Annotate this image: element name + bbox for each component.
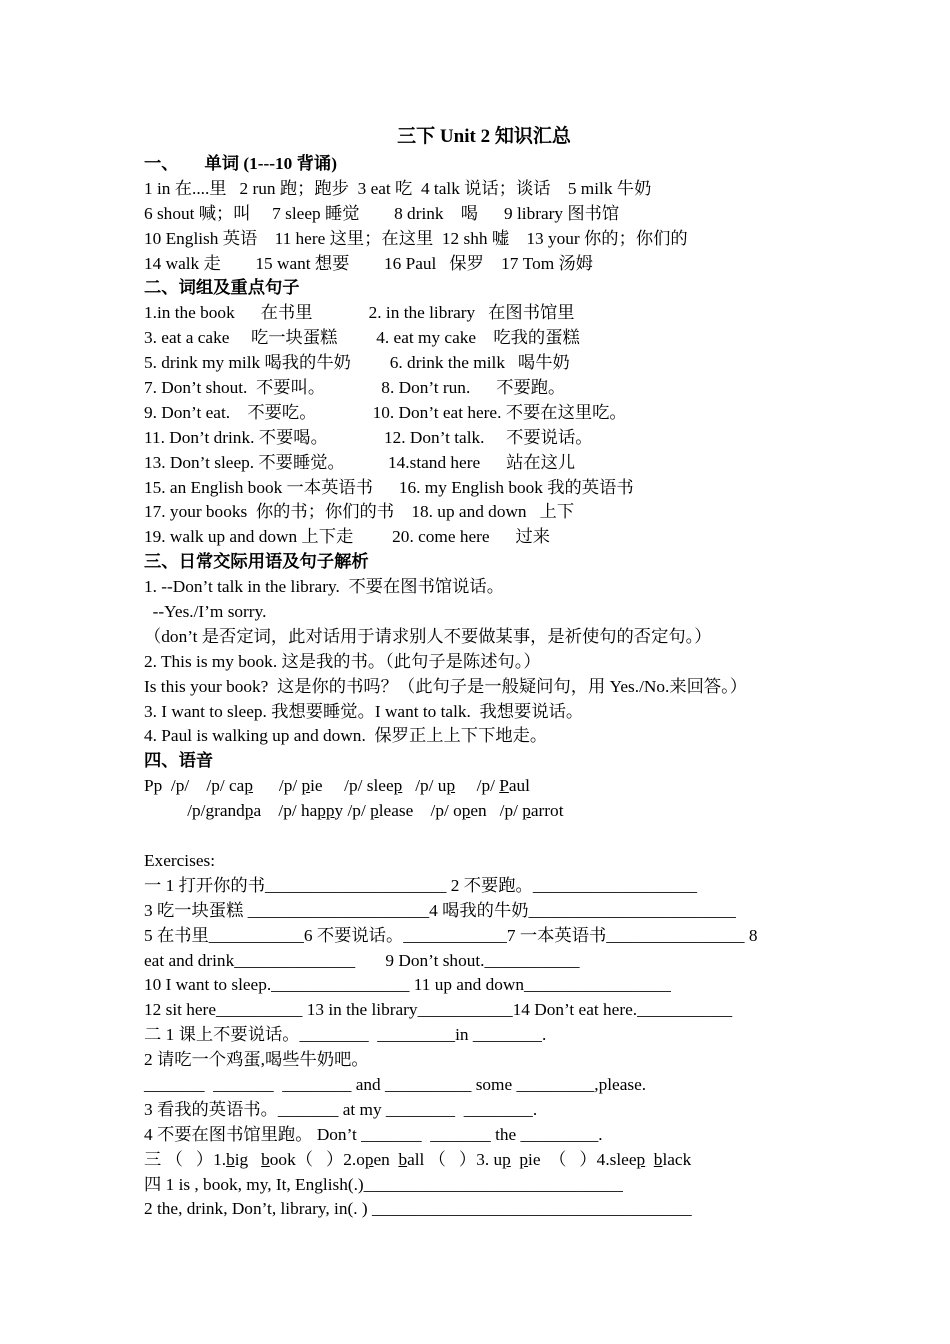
text-run: /p/ — [252, 776, 302, 796]
text-run: ie /p/ slee — [310, 776, 394, 796]
dialogue-line: 3. I want to sleep. 我想要睡觉。I want to talk. 我想要说话。 — [144, 701, 584, 721]
phrase-line: 19. walk up and down 上下走 20. come here 过来 — [144, 527, 551, 547]
underlined-letter: p — [502, 1149, 511, 1169]
underlined-letter: p — [519, 1149, 529, 1169]
underlined-letter: b — [653, 1149, 663, 1169]
underlined-letter: p — [244, 776, 253, 796]
exercise-line: 5 在书里___________6 不要说话。____________7 一本英语书________________ 8 — [144, 925, 758, 945]
text-run: lease /p/ o — [378, 801, 462, 821]
dialogue-line: 1. --Don’t talk in the library. 不要在图书馆说话。 — [144, 577, 504, 597]
text-run: lack — [662, 1149, 692, 1169]
section-heading-dialogue: 三、日常交际用语及句子解析 — [144, 552, 369, 572]
phonics-line — [144, 799, 824, 824]
underlined-letter: P — [499, 776, 509, 796]
text-run: /p/grand — [144, 801, 245, 821]
underlined-letter: b — [226, 1149, 235, 1169]
exercise-line: 3 看我的英语书。_______ at my ________ ________. — [144, 1099, 538, 1119]
underlined-letter: p — [522, 801, 531, 821]
dialogue-line: 2. This is my book. 这是我的书。（此句子是陈述句。） — [144, 651, 541, 671]
vocab-line: 10 English 英语 11 here 这里；在这里 12 shh 嘘 13 your 你的；你们的 — [144, 228, 688, 248]
underlined-letter: p — [636, 1149, 646, 1169]
phrase-line: 15. an English book 一本英语书 16. my English book 我的英语书 — [144, 477, 634, 497]
vocab-line: 14 walk 走 15 want 想要 16 Paul 保罗 17 Tom 汤姆 — [144, 253, 594, 273]
vocab-line: 1 in 在....里 2 run 跑；跑步 3 eat 吃 4 talk 说话；谈话 5 milk 牛奶 — [144, 178, 652, 198]
phrase-line: 9. Don’t eat. 不要吃。 10. Don’t eat here. 不要在这里吃。 — [144, 402, 627, 422]
phrase-line: 1.in the book 在书里 2. in the library 在图书馆里 — [144, 303, 575, 323]
exercise-line: 4 不要在图书馆里跑。 Don’t _______ _______ the _________. — [144, 1124, 603, 1144]
underlined-letter: p — [461, 801, 471, 821]
exercise-line: 12 sit here__________ 13 in the library___________14 Don’t eat here.___________ — [144, 1000, 733, 1020]
phrase-line: 13. Don’t sleep. 不要睡觉。 14.stand here 站在这儿 — [144, 452, 576, 472]
section-heading-phonics: 四、语音 — [144, 751, 214, 771]
text-run: y /p/ — [334, 801, 371, 821]
exercise-line: 四 1 is , book, my, It, English(.)______________________________ — [144, 1174, 623, 1194]
text-run: aul — [508, 776, 530, 796]
text-run: all （ ）3. u — [407, 1149, 503, 1169]
section-heading-vocabulary: 一、 单词 (1---10 背诵) — [144, 154, 337, 173]
text-run: ie （ ）4.slee — [528, 1149, 637, 1169]
text-run: a /p/ ha — [253, 801, 318, 821]
page-title: 三下 Unit 2 知识汇总 — [397, 126, 571, 147]
exercise-line: 2 请吃一个鸡蛋,喝些牛奶吧。 — [144, 1050, 369, 1070]
text-run: ig — [234, 1149, 262, 1169]
exercise-line: eat and drink______________ 9 Don’t shout.___________ — [144, 950, 580, 970]
dialogue-line: 4. Paul is walking up and down. 保罗正上上下下地走。 — [144, 726, 548, 746]
exercises-title: Exercises: — [144, 850, 216, 870]
underlined-letter: p — [244, 801, 254, 821]
phrase-line: 7. Don’t shout. 不要叫。 8. Don’t run. 不要跑。 — [144, 378, 566, 398]
phrase-line: 3. eat a cake 吃一块蛋糕 4. eat my cake 吃我的蛋糕 — [144, 328, 580, 348]
section-heading-phrases: 二、词组及重点句子 — [144, 278, 300, 298]
underlined-letter: b — [261, 1149, 270, 1169]
text-run: 三 （ ）1. — [144, 1149, 227, 1169]
text-run: en /p/ — [470, 801, 523, 821]
underlined-letter: p — [370, 801, 379, 821]
underlined-letter: b — [398, 1149, 408, 1169]
exercise-line: 2 the, drink, Don’t, library, in(. ) _____________________________________ — [144, 1199, 692, 1219]
dialogue-line: Is this your book? 这是你的书吗？（此句子是一般疑问句，用 Yes./No.来回答。） — [144, 676, 748, 696]
phrase-line: 5. drink my milk 喝我的牛奶 6. drink the milk 喝牛奶 — [144, 353, 570, 373]
exercise-line: 3 吃一块蛋糕 _____________________4 喝我的牛奶________________________ — [144, 900, 736, 920]
exercise-line: 10 I want to sleep.________________ 11 up and down_________________ — [144, 975, 671, 995]
text-run — [645, 1150, 654, 1169]
exercise-line: 一 1 打开你的书_____________________ 2 不要跑。___________________ — [144, 875, 698, 895]
blank-line — [144, 824, 824, 849]
phonics-line — [144, 774, 824, 799]
underlined-letter: pp — [317, 801, 335, 821]
underlined-letter: p — [364, 1149, 374, 1169]
document-body — [144, 122, 824, 1222]
phrase-line: 17. your books 你的书；你们的书 18. up and down 上下 — [144, 502, 575, 522]
underlined-letter: p — [301, 776, 311, 796]
text-run: /p/ — [455, 776, 500, 796]
exercise-phonics-line — [144, 1148, 824, 1173]
dialogue-line: （don’t 是否定词，此对话用于请求别人不要做某事，是祈使句的否定句。） — [144, 626, 712, 646]
text-run: /p/ u — [402, 776, 447, 796]
vocab-line: 6 shout 喊；叫 7 sleep 睡觉 8 drink 喝 9 library 图书馆 — [144, 203, 620, 223]
text-run: ook（ ）2.o — [269, 1149, 365, 1169]
text-run: en — [373, 1149, 399, 1169]
exercise-line: _______ _______ ________ and __________ some _________,please. — [144, 1074, 647, 1094]
dialogue-line: --Yes./I’m sorry. — [144, 602, 267, 622]
underlined-letter: p — [393, 776, 403, 796]
text-run: arrot — [530, 801, 564, 821]
underlined-letter: p — [446, 776, 456, 796]
phrase-line: 11. Don’t drink. 不要喝。 12. Don’t talk. 不要说话。 — [144, 427, 593, 447]
text-run: Pp /p/ /p/ ca — [144, 776, 245, 796]
exercise-line: 二 1 课上不要说话。________ _________in ________. — [144, 1025, 547, 1045]
